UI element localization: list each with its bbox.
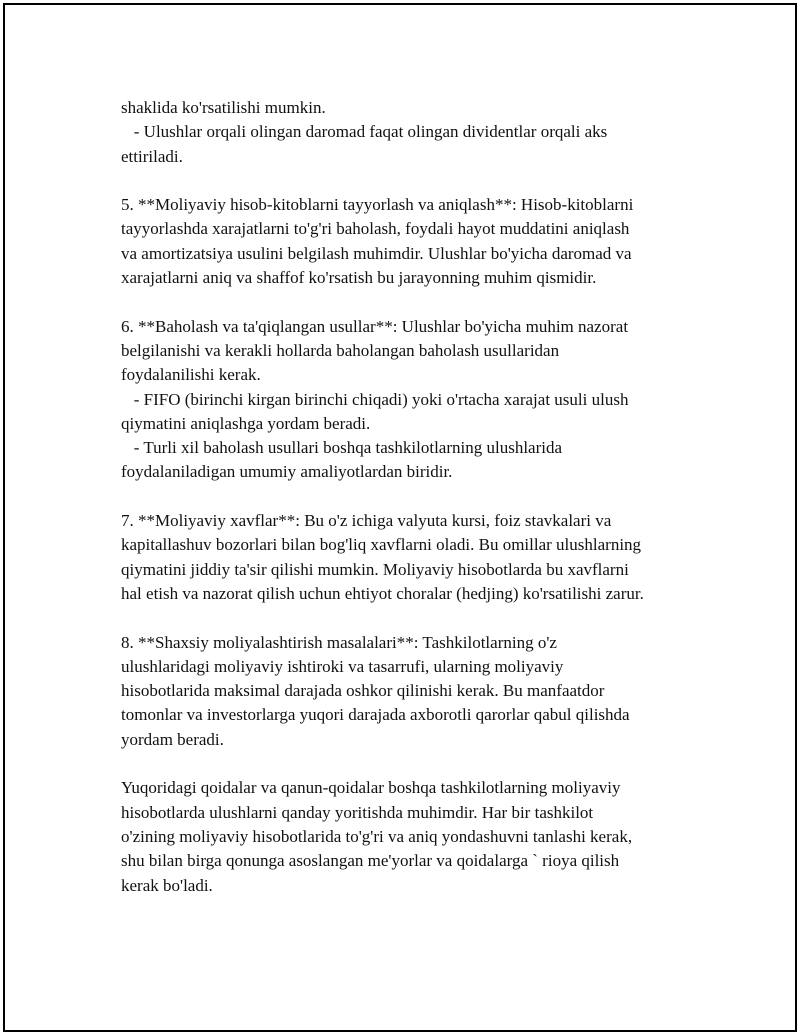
text-line: - FIFO (birinchi kirgan birinchi chiqadi) yoki o'rtacha xarajat usuli ulush <box>121 389 629 409</box>
text-line: shaklida ko'rsatilishi mumkin. <box>121 98 326 117</box>
text-line: kapitallashuv bozorlari bilan bog'liq xavflarni oladi. Bu omillar ulushlarning <box>121 535 642 555</box>
text-line: o'zining moliyaviy hisobotlarida to'g'ri va aniq yondashuvni tanlashi kerak, <box>121 826 633 846</box>
blank-line <box>121 485 721 509</box>
text-line: ettiriladi. <box>121 146 183 166</box>
text-line: tayyorlashda xarajatlarni to'g'ri baholash, foydali hayot muddatini aniqlash <box>121 219 630 239</box>
text-line: va amortizatsiya usulini belgilash muhimdir. Ulushlar bo'yicha daromad va <box>121 243 632 263</box>
text-line: hisobotlarda ulushlarni qanday yoritishda muhimdir. Har bir tashkilot <box>121 802 594 822</box>
blank-line <box>121 169 721 193</box>
text-line: xarajatlarni aniq va shaffof ko'rsatish bu jarayonning muhim qismidir. <box>121 268 597 288</box>
blank-line <box>121 290 721 314</box>
text-line: foydalanilishi kerak. <box>121 365 261 385</box>
text-line: kerak bo'ladi. <box>121 875 213 895</box>
text-line: - Turli xil baholash usullari boshqa tashkilotlarning ulushlarida <box>121 438 563 458</box>
text-line: 5. **Moliyaviy hisob-kitoblarni tayyorlash va aniqlash**: Hisob-kitoblarni <box>121 195 634 215</box>
text-line: Yuqoridagi qoidalar va qanun-qoidalar boshqa tashkilotlarning moliyaviy <box>121 778 621 798</box>
text-line: 8. **Shaxsiy moliyalashtirish masalalari**: Tashkilotlarning o'z <box>121 632 557 652</box>
blank-line <box>121 606 721 630</box>
text-line: - Ulushlar orqali olingan daromad faqat olingan dividentlar orqali aks <box>121 122 608 142</box>
text-line: qiymatini jiddiy ta'sir qilishi mumkin. Moliyaviy hisobotlarda bu xavflarni <box>121 559 629 579</box>
text-line: hisobotlarida maksimal darajada oshkor qilinishi kerak. Bu manfaatdor <box>121 681 605 701</box>
text-line: belgilanishi va kerakli hollarda baholangan baholash usullaridan <box>121 340 560 360</box>
text-line: yordam beradi. <box>121 729 224 749</box>
document-body <box>121 96 721 898</box>
text-line: foydalaniladigan umumiy amaliyotlardan biridir. <box>121 462 453 482</box>
text-line: hal etish va nazorat qilish uchun ehtiyot choralar (hedjing) ko'rsatilishi zarur. <box>121 583 644 603</box>
text-line: ulushlaridagi moliyaviy ishtiroki va tasarrufi, ularning moliyaviy <box>121 656 564 676</box>
text-line: tomonlar va investorlarga yuqori darajada axborotli qarorlar qabul qilishda <box>121 705 630 725</box>
blank-line <box>121 752 721 776</box>
text-line: 6. **Baholash va ta'qiqlangan usullar**: Ulushlar bo'yicha muhim nazorat <box>121 316 629 336</box>
page-frame <box>3 3 797 1032</box>
text-line: 7. **Moliyaviy xavflar**: Bu o'z ichiga valyuta kursi, foiz stavkalari va <box>121 511 612 531</box>
text-line: shu bilan birga qonunga asoslangan me'yorlar va qoidalarga ` rioya qilish <box>121 851 620 871</box>
text-line: qiymatini aniqlashga yordam beradi. <box>121 413 371 433</box>
